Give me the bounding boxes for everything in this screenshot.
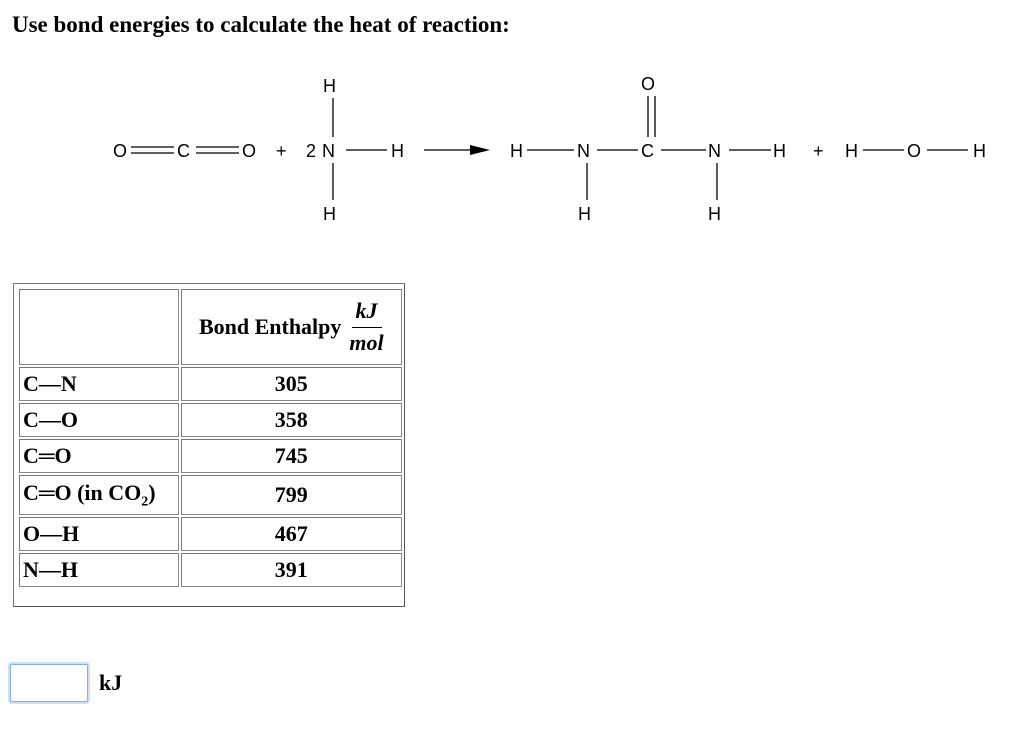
urea-c: C <box>641 141 654 161</box>
bond-name: N—H <box>19 553 179 587</box>
bond-value: 467 <box>181 517 402 551</box>
answer-row <box>10 664 122 702</box>
unit-numerator: kJ <box>352 298 382 328</box>
urea-h-right: H <box>773 141 786 161</box>
coefficient: 2 <box>306 141 317 161</box>
bond-name-suffix: ) <box>148 479 156 505</box>
bond-enthalpy-table <box>17 287 404 589</box>
plus-sign-1: + <box>276 141 287 161</box>
reaction-equation <box>0 0 1024 250</box>
answer-unit: kJ <box>99 670 123 695</box>
bond-value: 358 <box>181 403 402 437</box>
unit-denominator: mol <box>349 330 384 355</box>
bond-name: C═O <box>19 439 179 473</box>
nh3-h-right: H <box>391 141 404 161</box>
table-row <box>19 517 402 551</box>
table-row <box>19 367 402 401</box>
plus-sign-2: + <box>813 141 824 161</box>
urea-n1: N <box>577 141 590 161</box>
answer-input[interactable] <box>10 664 88 702</box>
water-h-right: H <box>973 141 986 161</box>
question-title: Use bond energies to calculate the heat of reaction: <box>12 12 510 37</box>
unit-fraction <box>349 298 383 356</box>
co2-o-left: O <box>113 141 128 161</box>
header-enthalpy-cell <box>181 289 402 365</box>
bond-value: 799 <box>181 475 402 515</box>
bond-name: C—O <box>19 403 179 437</box>
header-label: Bond Enthalpy <box>198 314 342 339</box>
header-empty-cell <box>19 289 179 365</box>
bond-name: O—H <box>19 517 179 551</box>
urea-h-bottom-1: H <box>578 204 591 224</box>
water-o: O <box>907 141 922 161</box>
table-row <box>19 403 402 437</box>
nh3-n: N <box>322 141 335 161</box>
table-row <box>19 553 402 587</box>
bond-name-prefix: C═O (in CO <box>23 479 142 505</box>
bond-name: C—N <box>19 367 179 401</box>
bond-value: 391 <box>181 553 402 587</box>
table-row <box>19 475 402 515</box>
table-row <box>19 439 402 473</box>
reaction-arrow <box>424 145 490 155</box>
bond-value: 305 <box>181 367 402 401</box>
co2-o-right: O <box>242 141 257 161</box>
bond-value: 745 <box>181 439 402 473</box>
urea-h-left: H <box>510 141 523 161</box>
table-header-row <box>19 289 402 365</box>
water-h-left: H <box>845 141 858 161</box>
co2-c: C <box>177 141 190 161</box>
bond-enthalpy-table-frame <box>13 283 405 607</box>
urea-o-top: O <box>641 74 656 94</box>
urea-n2: N <box>708 141 721 161</box>
nh3-h-top: H <box>323 76 336 96</box>
bond-name <box>19 475 179 515</box>
nh3-h-bottom: H <box>323 204 336 224</box>
bond-name-subscript: 2 <box>141 494 149 510</box>
urea-h-bottom-2: H <box>708 204 721 224</box>
